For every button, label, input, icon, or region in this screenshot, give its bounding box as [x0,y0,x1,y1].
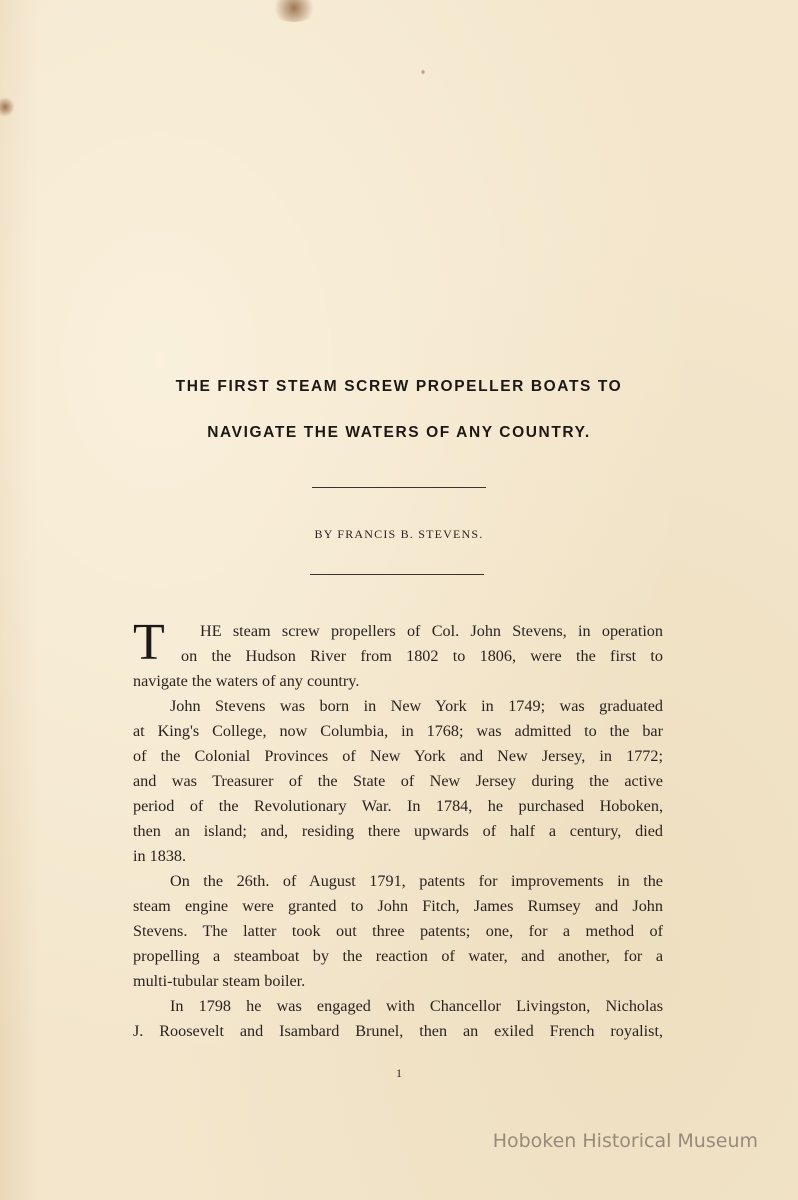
title-line-2: NAVIGATE THE WATERS OF ANY COUNTRY. [207,424,591,441]
paragraph-line: On the 26th. of August 1791, patents for improvements in the [170,872,663,890]
paragraph-line: J. Roosevelt and Isambard Brunel, then an exiled French royalist, [133,1022,663,1040]
paragraph-line: Stevens. The latter took out three patents; one, for a method of [133,922,663,940]
paragraph-line: in 1838. [133,847,187,865]
paragraph-line: navigate the waters of any country. [133,672,360,690]
paragraph-line: of the Colonial Provinces of New York and New Jersey, in 1772; [133,747,663,765]
author-byline: BY FRANCIS B. STEVENS. [314,527,484,541]
paragraph-line: then an island; and, residing there upwards of half a century, died [133,822,663,840]
paragraph-line: at King's College, now Columbia, in 1768; was admitted to the bar [133,722,663,740]
paragraph-line: steam engine were granted to John Fitch, James Rumsey and John [133,897,663,915]
ink-stain-top [270,0,318,22]
paragraph-line: and was Treasurer of the State of New Jersey during the active [133,772,663,790]
ink-dot [421,69,425,75]
paragraph-line: period of the Revolutionary War. In 1784, he purchased Hoboken, [133,797,663,815]
divider-rule-bottom [310,574,484,575]
paragraph-line: In 1798 he was engaged with Chancellor Livingston, Nicholas [170,997,663,1015]
paragraph-line: on the Hudson River from 1802 to 1806, were the first to [181,647,663,665]
paragraph-line: propelling a steamboat by the reaction of water, and another, for a [133,947,663,965]
paragraph-line: John Stevens was born in New York in 1749; was graduated [170,697,663,715]
paragraph-2 [133,694,663,869]
museum-watermark: Hoboken Historical Museum [492,1130,758,1152]
ink-stain-left [0,96,14,118]
paragraph-1 [133,614,663,694]
drop-cap: T [133,614,165,671]
title-line-1: THE FIRST STEAM SCREW PROPELLER BOATS TO [175,378,623,395]
paragraph-3 [133,869,663,994]
divider-rule-top [312,487,486,488]
page-number: 1 [396,1066,402,1080]
paragraph-line: HE steam screw propellers of Col. John Stevens, in operation [200,622,663,640]
paragraph-line: multi-tubular steam boiler. [133,972,306,990]
paragraph-4 [133,994,663,1044]
